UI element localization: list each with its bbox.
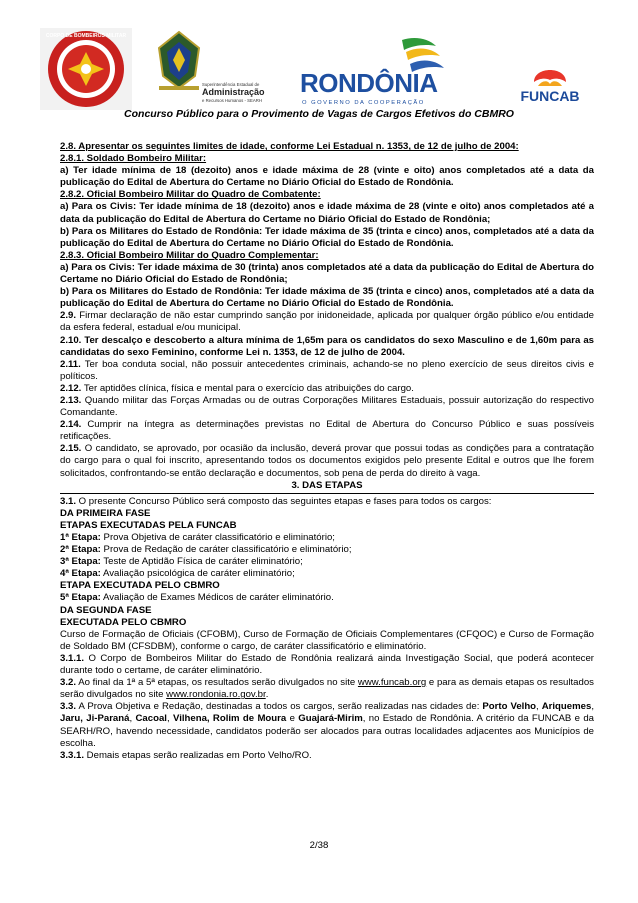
funcab-stages-heading: ETAPAS EXECUTADAS PELA FUNCAB bbox=[60, 519, 237, 531]
clause-2-8-3: 2.8.3. Oficial Bombeiro Militar do Quadro Complementar: bbox=[60, 249, 319, 261]
clause-3-3-1: 3.3.1. Demais etapas serão realizadas em Porto Velho/RO. bbox=[60, 749, 312, 761]
clause-2-8-2-b: b) Para os Militares do Estado de Rondônia: Ter idade máxima de 35 (trinta e cinco) anos, completados até a data da publicação do Edital de Abertura do Certame no Diário Oficial do Estado de Rondônia. bbox=[60, 225, 594, 249]
rondonia-link[interactable]: www.rondonia.ro.gov.br bbox=[166, 689, 266, 701]
searh-logo bbox=[200, 80, 300, 108]
clause-2-15: 2.15. O candidato, se aprovado, por ocasião da inclusão, deverá provar que possui todas as condições para a contratação do cargo para o qual foi inscrito, apresentando todos os documentos exigidos pelo presente Edital e outros que lhe forem solicitados, confrontando-se então declaração e documentos, sob pena de perda do direito à vaga. bbox=[60, 443, 594, 479]
svg-text:e Recursos Humanos - SEARH: e Recursos Humanos - SEARH bbox=[202, 98, 262, 103]
clause-2-8-2-a: a) Para os Civis: Ter idade mínima de 18 (dezoito) anos e idade máxima de 28 (vinte e oito) anos completados até a data da publicação do Edital de Abertura do Certame no Diário Oficial do Estado de Rondônia; bbox=[60, 201, 594, 225]
clause-2-14: 2.14. Cumprir na íntegra as determinações previstas no Edital de Abertura do Concurso Público e suas possíveis retificações. bbox=[60, 419, 594, 443]
clause-3-2: 3.2. Ao final da 1ª a 5ª etapas, os resultados serão divulgados no site www.funcab.org e para as demais etapas os resultados serão divulgados no site www.rondonia.ro.gov.br. bbox=[60, 677, 594, 701]
clause-2-8-3-b: b) Para os Militares do Estado de Rondônia: Ter idade máxima de 35 (trinta e cinco) anos, completados até a data da publicação do Edital de Abertura do Certame no Diário Oficial do Estado de Rondônia. bbox=[60, 286, 594, 310]
svg-text:Administração: Administração bbox=[202, 87, 265, 97]
stage-4: 4ª Etapa: Avaliação psicológica de caráter eliminatório; bbox=[60, 568, 295, 580]
clause-2-8-2: 2.8.2. Oficial Bombeiro Militar do Quadro de Combatente: bbox=[60, 189, 321, 201]
training-courses: Curso de Formação de Oficiais (CFOBM), Curso de Formação de Oficiais Complementares (CFQOC) e Curso de Formação de Soldado BM (CFSDBM), conforme o cargo, de caráter classificatório e eliminatório. bbox=[60, 628, 594, 652]
clause-2-8-1: 2.8.1. Soldado Bombeiro Militar: bbox=[60, 153, 207, 165]
first-phase-heading: DA PRIMEIRA FASE bbox=[60, 507, 151, 519]
svg-text:RONDÔNIA: RONDÔNIA bbox=[300, 68, 438, 98]
clause-2-8-1-a: a) Ter idade mínima de 18 (dezoito) anos e idade máxima de 28 (vinte e oito) anos completados até a data da publicação do Edital de Abertura do Certame no Diário Oficial do Estado de Rondônia. bbox=[60, 165, 594, 189]
svg-text:O GOVERNO DA COOPERAÇÃO: O GOVERNO DA COOPERAÇÃO bbox=[302, 100, 425, 106]
section-3-title: 3. DAS ETAPAS bbox=[291, 479, 363, 491]
cbm-emblem-logo bbox=[40, 28, 132, 110]
second-phase-heading: DA SEGUNDA FASE bbox=[60, 604, 152, 616]
rondonia-logo bbox=[298, 36, 473, 108]
svg-text:FUNCAB: FUNCAB bbox=[520, 88, 580, 104]
coat-of-arms-logo bbox=[155, 30, 203, 92]
page-header: Concurso Público para o Provimento de Vagas de Cargos Efetivos do CBMRO bbox=[124, 108, 514, 120]
section-divider bbox=[60, 493, 594, 494]
stage-2: 2ª Etapa: Prova de Redação de caráter classificatório e eliminatório; bbox=[60, 544, 352, 556]
stage-5: 5ª Etapa: Avaliação de Exames Médicos de caráter eliminatório. bbox=[60, 592, 334, 604]
stage-3: 3ª Etapa: Teste de Aptidão Física de caráter eliminatório; bbox=[60, 556, 303, 568]
logo-bar bbox=[40, 28, 606, 110]
stage-1: 1ª Etapa: Prova Objetiva de caráter classificatório e eliminatório; bbox=[60, 532, 335, 543]
funcab-logo bbox=[510, 68, 590, 106]
cbmro-stage-heading: ETAPA EXECUTADA PELO CBMRO bbox=[60, 580, 220, 592]
clause-2-8: 2.8. Apresentar os seguintes limites de idade, conforme Lei Estadual n. 1353, de 12 de julho de 2004: bbox=[60, 141, 519, 152]
clause-3-1-1: 3.1.1. O Corpo de Bombeiros Militar do Estado de Rondônia realizará ainda Investigação Social, que poderá acontecer durante todo o certame, de caráter eliminatório. bbox=[60, 652, 594, 677]
cbm-emblem-text: CORPO DE BOMBEIROS MILITAR bbox=[45, 33, 127, 39]
clause-2-11: 2.11. Ter boa conduta social, não possuir antecedentes criminais, achando-se no pleno exercício de seus direitos civis e políticos. bbox=[60, 358, 594, 382]
clause-2-9: 2.9. Firmar declaração de não estar cumprindo sanção por inidoneidade, aplicada por qualquer órgão público e/ou entidade da esfera federal, estadual e/ou municipal. bbox=[60, 310, 594, 334]
clause-3-3: 3.3. A Prova Objetiva e Redação, destinadas a todos os cargos, serão realizadas nas cidades de: Porto Velho, Ariquemes, Jaru, Ji-Paraná, Cacoal, Vilhena, Rolim de Moura e Guajará-Mirim, no Estado de Rondônia. A critério da FUNCAB e da SEARH/RO, havendo necessidade, candidatos poderão ser alocados para outras localidades adjacentes aos Municípios de escolha. bbox=[60, 701, 594, 749]
clause-2-12: 2.12. Ter aptidões clínica, física e mental para o exercício das atribuições do cargo. bbox=[60, 382, 414, 394]
funcab-link[interactable]: www.funcab.org bbox=[357, 677, 427, 689]
clause-2-13: 2.13. Quando militar das Forças Armadas ou de outras Corporações Militares Estaduais, possuir autorização do respectivo Comandante. bbox=[60, 394, 594, 419]
clause-3-1: 3.1. O presente Concurso Público será composto das seguintes etapas e fases para todos os cargos: bbox=[60, 495, 492, 507]
svg-text:Superintendência Estadual de: Superintendência Estadual de bbox=[202, 82, 260, 87]
cbmro-executed-heading: EXECUTADA PELO CBMRO bbox=[60, 616, 187, 628]
clause-2-10: 2.10. Ter descalço e descoberto a altura mínima de 1,65m para os candidatos do sexo Masculino e de 1,60m para as candidatas do sexo Feminino, conforme Lei n. 1353, de 12 de julho de 2004. bbox=[60, 334, 594, 358]
clause-2-8-3-a: a) Para os Civis: Ter idade máxima de 30 (trinta) anos completados até a data da publicação do Edital de Abertura do Certame no Diário Oficial do Estado de Rondônia; bbox=[60, 261, 594, 286]
document-body bbox=[60, 141, 594, 762]
page-number: 2/38 bbox=[309, 840, 329, 851]
